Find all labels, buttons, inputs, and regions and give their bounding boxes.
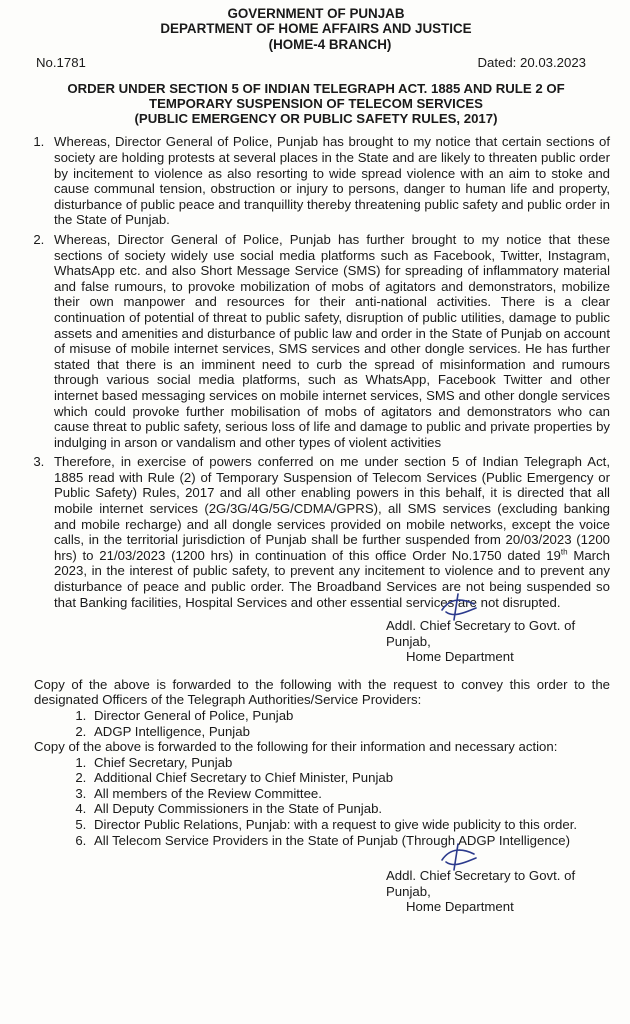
order-meta [22,55,610,71]
paragraph-1: 1. Whereas, Director General of Police, Punjab has brought to my notice that certain sections of society are holding protests at several places in the State and are likely to threaten public order by incitement to violence as also resorting to wide spread violence with an aim to stoke and cause communal tension, obstruction or injury to persons, danger to human life and property, disturbance of public peace and tranquillity thereby threatening public safety and public order in the State of Punjab. [48,134,610,228]
paragraph-3-text: Therefore, in exercise of powers conferred on me under section 5 of Indian Telegraph Act, 1885 read with Rule (2) of Temporary Suspension of Telecom Services (Public Emergency or Public Safety) Rules, 2017 and all other enabling powers in this behalf, it is directed that all mobile internet services (2G/3G/4G/5G/CDMA/GPRS), all SMS services (excluding banking and mobile recharge) and all dongle services provided on mobile networks, except the voice calls, in the territorial jurisdiction of Punjab shall be further suspended from 20/03/2023 (1200 hrs) to 21/03/2023 (1200 hrs) in continuation of this office Order No.1750 dated 19 [54,454,610,563]
list-item: 2. Additional Chief Secretary to Chief Minister, Punjab [90,770,610,786]
list-item: 1. Director General of Police, Punjab [90,708,610,724]
order-paragraphs [22,134,610,610]
list-item: 5. Director Public Relations, Punjab: with a request to give wide publicity to this order. [90,817,610,833]
signatory-department: Home Department [406,899,514,915]
department-header: DEPARTMENT OF HOME AFFAIRS AND JUSTICE [160,21,472,37]
signature-mark-icon [436,840,480,874]
signature-block-2 [386,868,610,915]
signature-mark-icon [436,590,480,624]
list-item: 4. All Deputy Commissioners in the State of Punjab. [90,801,610,817]
order-number: No.1781 [36,55,86,71]
copy-forward-intro-2: Copy of the above is forwarded to the following for their information and necessary action: [34,739,558,755]
list-item: 2. ADGP Intelligence, Punjab [90,724,610,740]
paragraph-3-text: March 2023, in the interest of public safety, to prevent any incitement to violence and to prevent any disturbance of peace and public order. The Broadband Services are not being suspended so that Banking facilities, Hospital Services and other essential services are not disrupted. [54,547,610,610]
list-item: 3. All members of the Review Committee. [90,786,610,802]
paragraph-2: 2. Whereas, Director General of Police, Punjab has further brought to my notice that these sections of society widely use social media platforms such as Facebook, Twitter, Instagram, WhatsApp etc. and also Short Message Service (SMS) for spreading of inflammatory material and false rumours, to provoke mobilization of mobs of agitators and demonstrators, mobilize their own manpower and resources for their anti-national activities. There is a clear continuation of potential of threat to public safety, disruption of public utilities, damage to public assets and amenities and disturbance of public law and order in the State of Punjab on account of misuse of mobile internet services, SMS services and other dongle services. He has further stated that there is an imminent need to curb the spread of misinformation and rumours through various social media platforms, such as WhatsApp, Facebook Twitter and other internet based messaging services on mobile internet services, SMS and other dongle services which could provoke further mobilisation of mobs of agitators and demonstrators who can cause threat to public safety, serious loss of life and damage to public and private properties by indulging in arson or vandalism and other types of violent activities [48,232,610,450]
copy-list-2 [22,755,610,849]
branch-header: (HOME-4 BRANCH) [268,36,392,52]
signatory-title: Addl. Chief Secretary to Govt. of Punjab, [386,618,576,649]
copy-list-1 [22,708,610,739]
order-title [22,81,610,127]
gov-header: GOVERNMENT OF PUNJAB [227,6,405,21]
title-line: (PUBLIC EMERGENCY OR PUBLIC SAFETY RULES, 2017) [134,111,498,127]
superscript: th [560,547,568,557]
signatory-title: Addl. Chief Secretary to Govt. of Punjab, [386,868,576,899]
signature-block [386,618,610,665]
list-item: 6. All Telecom Service Providers in the State of Punjab (Through ADGP Intelligence) [90,833,610,849]
list-item: 1. Chief Secretary, Punjab [90,755,610,771]
copy-forward-intro-1: Copy of the above is forwarded to the following with the request to convey this order to the designated Officers of the Telegraph Authorities/Service Providers: [34,676,610,708]
signatory-department: Home Department [406,649,514,665]
order-date: Dated: 20.03.2023 [477,55,586,71]
title-line: TEMPORARY SUSPENSION OF TELECOM SERVICES [149,96,483,112]
title-line: ORDER UNDER SECTION 5 OF INDIAN TELEGRAPH ACT. 1885 AND RULE 2 OF [67,80,565,96]
paragraph-3 [48,454,610,610]
